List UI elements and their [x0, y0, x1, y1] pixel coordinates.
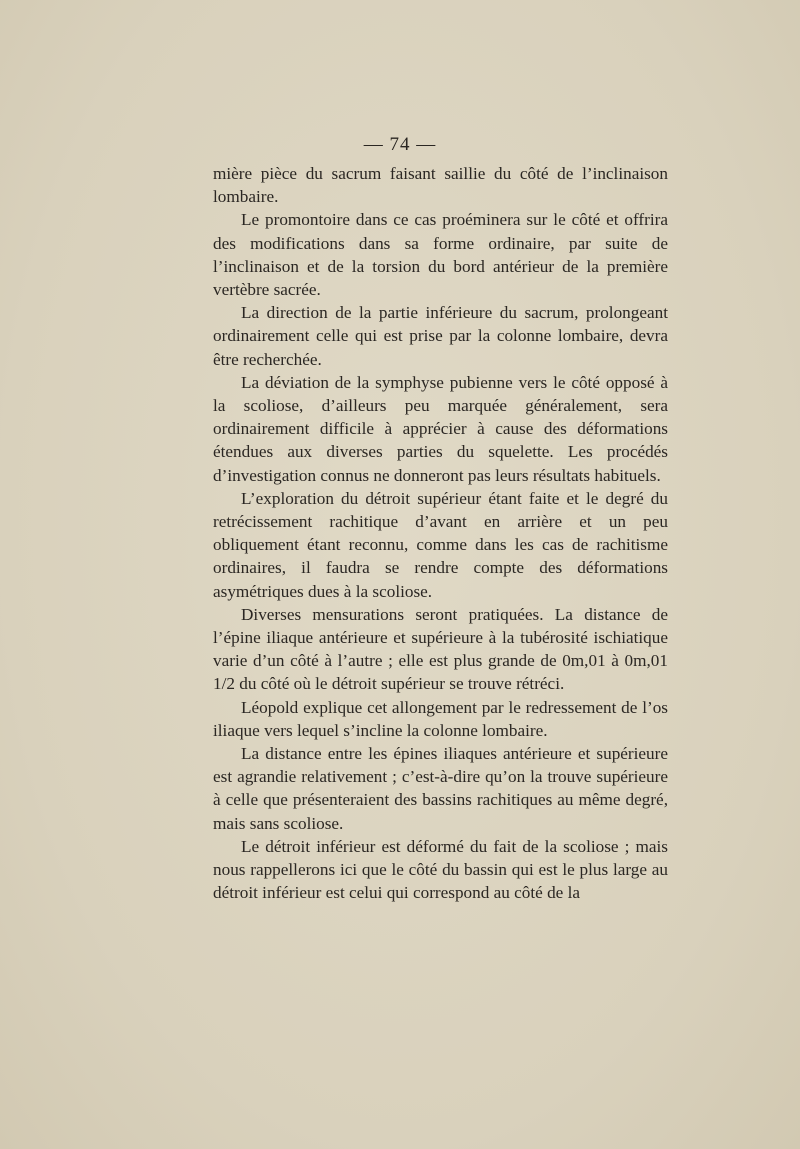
paragraph-continuation: mière pièce du sacrum faisant saillie du côté de l’inclinaison lombaire.: [213, 164, 668, 207]
paragraph: L’exploration du détroit supérieur étant faite et le degré du retrécissement rachitique d’avant en arrière et un peu obliquement étant reconnu, comme dans les cas de rachitisme ordinaires, il faudra se rendre compte des déformations asymétriques dues à la scoliose.: [213, 488, 668, 601]
paragraph: Léopold explique cet allongement par le redressement de l’os iliaque vers lequel s’incline la colonne lombaire.: [213, 697, 668, 740]
paragraph: Le détroit inférieur est déformé du fait de la scoliose ; mais nous rappellerons ici que le côté du bassin qui est le plus large au détroit inférieur est celui qui correspond au côté de la: [213, 836, 668, 903]
paragraph: Diverses mensurations seront pratiquées. La distance de l’épine iliaque antérieure et supérieure à la tubérosité ischiatique varie d’un côté à l’autre ; elle est plus grande de 0m,01 à 0m,01 1/2 du côté où le détroit supérieur se trouve rétréci.: [213, 604, 668, 694]
paragraph: Le promontoire dans ce cas proéminera sur le côté et offrira des modifications dans sa forme ordinaire, par suite de l’inclinaison et de la torsion du bord antérieur de la première vertèbre sacrée.: [213, 210, 668, 300]
paragraph: La déviation de la symphyse pubienne vers le côté opposé à la scoliose, d’ailleurs peu marquée généralement, sera ordinairement difficile à apprécier à cause des déformations étendues aux diverses parties du squelette. Les procédés d’investigation connus ne donneront pas leurs résultats habituels.: [213, 372, 668, 485]
body-text: [213, 162, 668, 905]
paragraph: La direction de la partie inférieure du sacrum, prolongeant ordinairement celle qui est prise par la colonne lombaire, devra être recherchée.: [213, 303, 668, 369]
page-number: — 74 —: [363, 134, 437, 155]
paragraph: La distance entre les épines iliaques antérieure et supérieure est agrandie relativement ; c’est-à-dire qu’on la trouve supérieure à celle que présenteraient des bassins rachitiques au même degré, mais sans scoliose.: [213, 744, 668, 833]
